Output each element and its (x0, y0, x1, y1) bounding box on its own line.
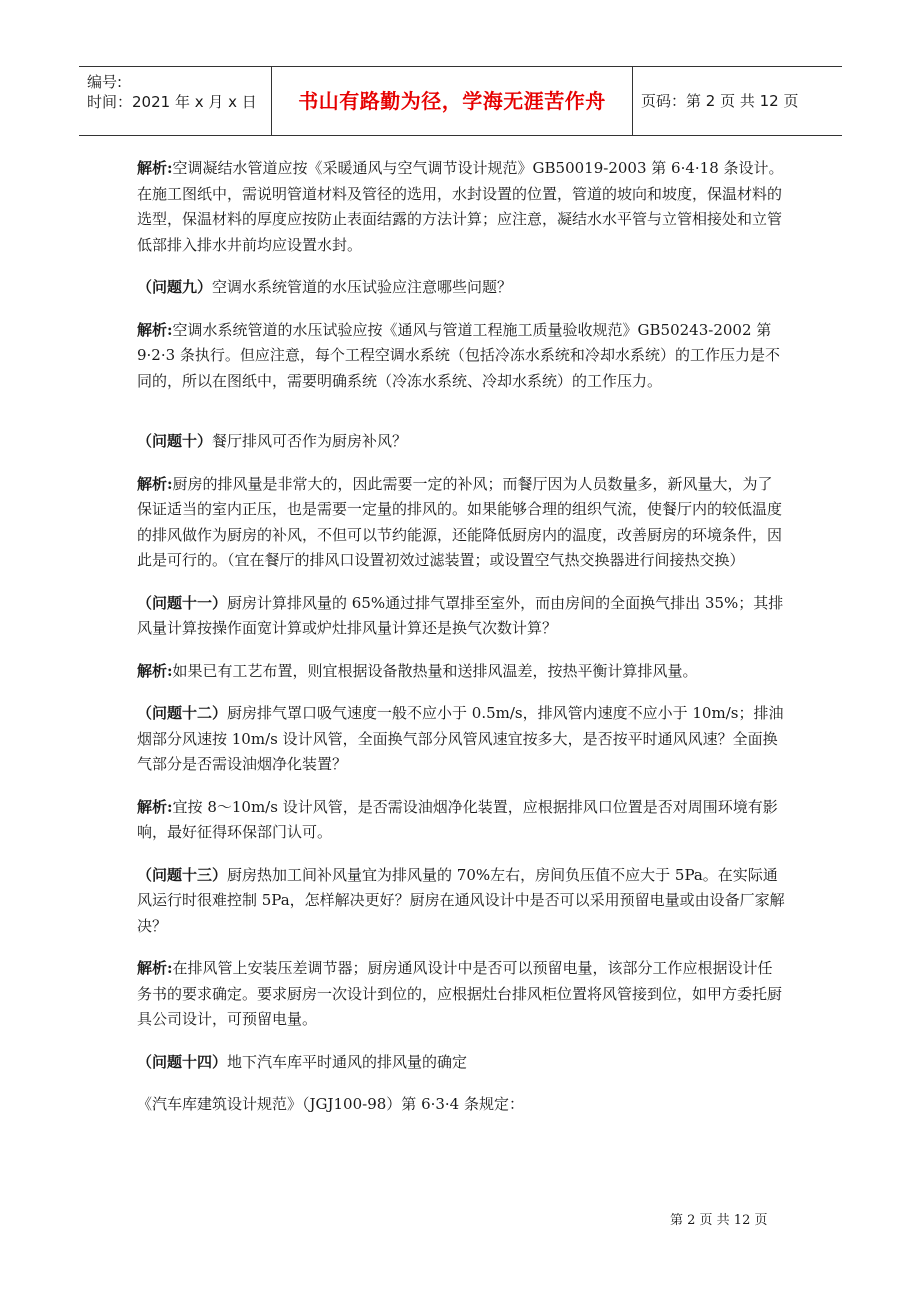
question-paragraph (137, 863, 787, 940)
page-footer: 第 2 页 共 12 页 (670, 1213, 768, 1228)
para-text: 空调凝结水管道应按《采暖通风与空气调节设计规范》GB50019-2003 第 6·4·18 条设计。在施工图纸中，需说明管道材料及管径的选用，水封设置的位置，管道的坡向和坡度，保温材料的选型，保温材料的厚度应按防止表面结露的方法计算；应注意，凝结水水平管与立管相接处和立管低部排入排水井前均应设置水封。 (137, 159, 784, 254)
para-label: （问题十一） (137, 593, 228, 612)
para-text: 厨房排气罩口吸气速度一般不应小于 0.5m/s，排风管内速度不应小于 10m/s；排油烟部分风速按 10m/s 设计风管，全面换气部分风管风速宜按多大，是否按平时通风风速？全面换气部分是否需设油烟净化装置？ (137, 704, 784, 773)
analysis-paragraph (137, 956, 787, 1033)
para-label: （问题十二） (137, 704, 228, 722)
para-text: 在排风管上安装压差调节器；厨房通风设计中是否可以预留电量，该部分工作应根据设计任务书的要求确定。要求厨房一次设计到位的，应根据灶台排风柜位置将风管接到位，如甲方委托厨具公司设计，可预留电量。 (137, 959, 783, 1028)
para-text: 空调水系统管道的水压试验应按《通风与管道工程施工质量验收规范》GB50243-2002 第 9·2·3 条执行。但应注意，每个工程空调水系统（包括冷冻水系统和冷却水系统）的工作压力是不同的，所以在图纸中，需要明确系统（冷冻水系统、冷却水系统）的工作压力。 (137, 320, 780, 390)
para-text: 厨房热加工间补风量宜为排风量的 70%左右，房间负压值不应大于 5Pa。在实际通风运行时很难控制 5Pa，怎样解决更好？厨房在通风设计中是否可以采用预留电量或由设备厂家解决？ (137, 865, 785, 935)
para-text: 空调水系统管道的水压试验应注意哪些问题？ (212, 278, 513, 296)
analysis-paragraph (137, 795, 787, 846)
question-paragraph (137, 275, 787, 301)
analysis-paragraph (137, 156, 787, 258)
para-text: 宜按 8～10m/s 设计风管，是否需设油烟净化装置，应根据排风口位置是否对周围环境有影响，最好征得环保部门认可。 (137, 797, 778, 841)
para-label: 解析: (137, 959, 173, 977)
para-text: 餐厅排风可否作为厨房补风？ (212, 432, 408, 450)
spacer (137, 411, 787, 429)
para-text: 地下汽车库平时通风的排风量的确定 (227, 1052, 468, 1071)
document-number-label: 编号: (87, 73, 123, 91)
question-paragraph (137, 591, 787, 642)
para-text: 厨房计算排风量的 65%通过排气罩排至室外，而由房间的全面换气排出 35%；其排风量计算按操作面宽计算或炉灶排风量计算还是换气次数计算？ (137, 593, 784, 637)
para-label: （问题十） (137, 432, 213, 450)
question-paragraph (137, 429, 787, 455)
para-text: 厨房的排风量是非常大的，因此需要一定的补风；而餐厅因为人员数量多，新风量大，为了保证适当的室内正压，也是需要一定量的排风的。如果能够合理的组织气流，使餐厅内的较低温度的排风做作为厨房的补风，不但可以节约能源，还能降低厨房内的温度，改善厨房的环境条件，因此是可行的。（宜在餐厅的排风口设置初效过滤装置；或设置空气热交换器进行间接热交换） (137, 474, 783, 569)
para-label: 解析: (137, 797, 173, 816)
header-meta-cell (79, 67, 272, 135)
para-label: 解析: (137, 474, 173, 493)
header-motto: 书山有路勤为径，学海无涯苦作舟 (272, 67, 633, 135)
analysis-paragraph (137, 472, 787, 574)
para-label: （问题九） (137, 278, 213, 296)
para-label: （问题十三） (137, 865, 228, 884)
para-label: （问题十四） (137, 1052, 228, 1071)
para-text: 《汽车库建筑设计规范》（JGJ100-98）第 6·3·4 条规定： (137, 1095, 524, 1113)
question-paragraph (137, 1050, 787, 1076)
analysis-paragraph (137, 659, 787, 685)
para-label: 解析: (137, 159, 173, 177)
para-text: 如果已有工艺布置，则宜根据设备散热量和送排风温差，按热平衡计算排风量。 (172, 661, 698, 680)
question-paragraph (137, 701, 787, 778)
analysis-paragraph (137, 318, 787, 395)
document-body (137, 156, 787, 1135)
para-label: 解析: (137, 661, 173, 680)
header-page-info: 页码：第 2 页 共 12 页 (641, 92, 799, 110)
document-time-label: 时间：2021 年 x 月 x 日 (87, 93, 257, 111)
body-paragraph (137, 1092, 787, 1118)
para-label: 解析: (137, 320, 173, 339)
page-header (79, 66, 842, 136)
